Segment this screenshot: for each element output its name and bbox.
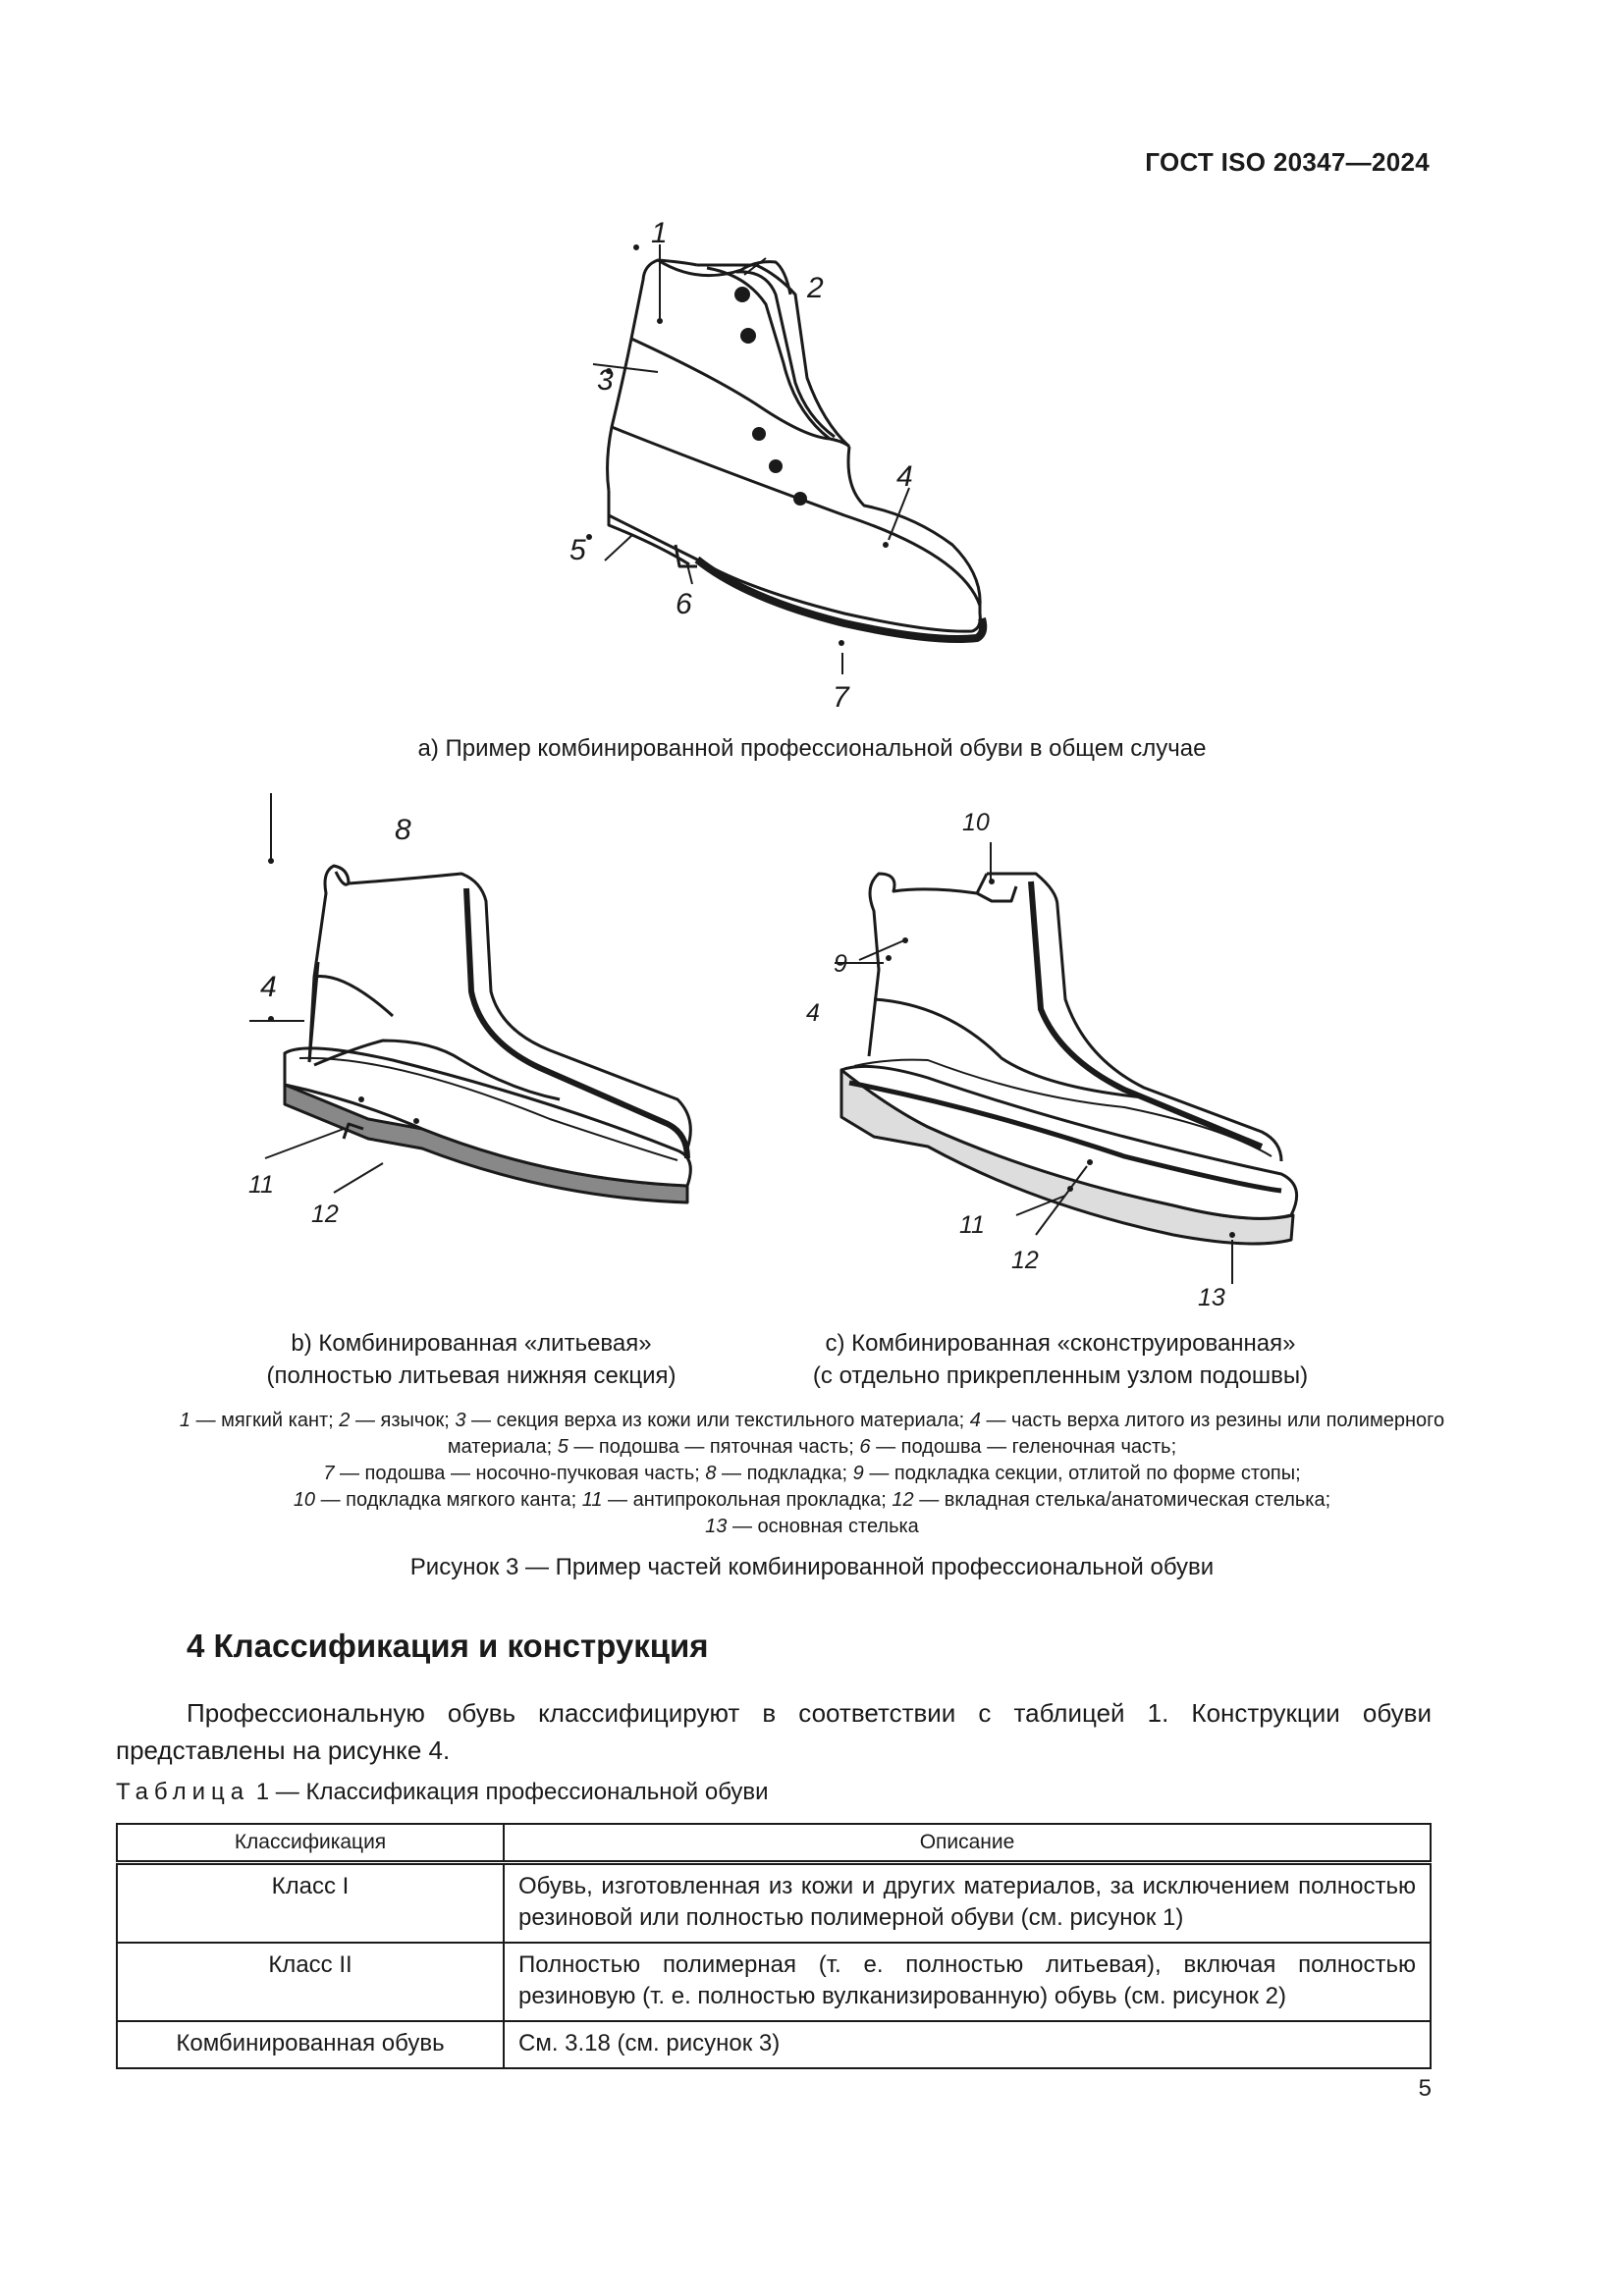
legend-item: 3 — секция верха из кожи или текстильного материала; bbox=[455, 1410, 970, 1431]
section-heading: 4 Классификация и конструкция bbox=[187, 1628, 709, 1664]
body-paragraph: Профессиональную обувь классифицируют в соответствии с таблицей 1. Конструкции обуви представлены на рисунке 4. bbox=[116, 1698, 1432, 1765]
callout-12b: 12 bbox=[311, 1201, 339, 1228]
callout-4: 4 bbox=[896, 460, 913, 493]
callout-1: 1 bbox=[651, 217, 668, 249]
legend-item: 12 — вкладная стелька/анатомическая стелька; bbox=[892, 1489, 1331, 1511]
table-cell-class: Класс II bbox=[117, 1943, 504, 2021]
callout-8: 8 bbox=[395, 814, 411, 846]
legend-item: 6 — подошва — геленочная часть; bbox=[859, 1436, 1177, 1458]
document-header: ГОСТ ISO 20347—2024 bbox=[1145, 147, 1430, 177]
boot-illustration-a bbox=[550, 217, 1001, 721]
caption-c-line1: с) Комбинированная «сконструированная» bbox=[825, 1330, 1296, 1357]
table-label: Таблица bbox=[116, 1779, 250, 1805]
legend-item: 8 — подкладка; bbox=[705, 1463, 853, 1484]
callout-4b: 4 bbox=[260, 971, 277, 1003]
table-row bbox=[117, 2021, 1431, 2068]
legend-item: 1 — мягкий кант; bbox=[179, 1410, 340, 1431]
callout-6: 6 bbox=[676, 588, 692, 620]
callout-7: 7 bbox=[833, 681, 849, 714]
figure-legend bbox=[147, 1408, 1477, 1540]
table-header-row bbox=[117, 1824, 1431, 1863]
callout-13: 13 bbox=[1198, 1284, 1225, 1311]
figure-title: Рисунок 3 — Пример частей комбинированной профессиональной обуви bbox=[409, 1554, 1215, 1580]
caption-b-line2: (полностью литьевая нижняя секция) bbox=[266, 1362, 677, 1389]
legend-item: 10 — подкладка мягкого канта; bbox=[293, 1489, 582, 1511]
figure-caption-a: а) Пример комбинированной профессиональной обуви в общем случае bbox=[417, 735, 1207, 762]
legend-item: 13 — основная стелька bbox=[705, 1516, 919, 1537]
table-cell-class: Класс I bbox=[117, 1863, 504, 1944]
table-cell-description: См. 3.18 (см. рисунок 3) bbox=[504, 2021, 1431, 2068]
callout-12c: 12 bbox=[1011, 1247, 1039, 1274]
callout-11c: 11 bbox=[959, 1211, 985, 1239]
legend-item: 4 — часть верха литого из резины или полимерного материала; bbox=[447, 1410, 1445, 1458]
legend-item: 7 — подошва — носочно-пучковая часть; bbox=[323, 1463, 706, 1484]
callout-9: 9 bbox=[834, 950, 847, 978]
figure-caption-b bbox=[226, 1327, 717, 1392]
figure-caption-c bbox=[785, 1327, 1335, 1392]
table-cell-class: Комбинированная обувь bbox=[117, 2021, 504, 2068]
boot-illustration-b bbox=[248, 805, 707, 1247]
table-caption bbox=[116, 1779, 769, 1806]
boot-illustration-c bbox=[806, 803, 1301, 1313]
legend-item: 5 — подошва — пяточная часть; bbox=[557, 1436, 860, 1458]
table-caption-text: 1 — Классификация профессиональной обуви bbox=[249, 1779, 769, 1805]
callout-2: 2 bbox=[807, 272, 824, 304]
callout-4c: 4 bbox=[806, 999, 820, 1027]
caption-b-line1: b) Комбинированная «литьевая» bbox=[291, 1330, 652, 1357]
table-row bbox=[117, 1863, 1431, 1944]
page-number: 5 bbox=[1418, 2075, 1432, 2102]
legend-item: 2 — язычок; bbox=[339, 1410, 456, 1431]
caption-c-line2: (с отдельно прикрепленным узлом подошвы) bbox=[812, 1362, 1309, 1389]
callout-5: 5 bbox=[569, 534, 586, 566]
callout-11b: 11 bbox=[248, 1171, 274, 1199]
classification-table bbox=[116, 1823, 1432, 2069]
legend-item: 11 — антипрокольная прокладка; bbox=[581, 1489, 893, 1511]
callout-3: 3 bbox=[597, 364, 614, 397]
table-row bbox=[117, 1943, 1431, 2021]
table-cell-description: Обувь, изготовленная из кожи и других материалов, за исключением полностью резиновой или полностью полимерной обуви (см. рисунок 1) bbox=[504, 1863, 1431, 1944]
column-header-description: Описание bbox=[504, 1824, 1431, 1863]
legend-item: 9 — подкладка секции, отлитой по форме стопы; bbox=[852, 1463, 1301, 1484]
column-header-classification: Классификация bbox=[117, 1824, 504, 1863]
callout-10: 10 bbox=[962, 809, 990, 836]
table-cell-description: Полностью полимерная (т. е. полностью литьевая), включая полностью резиновую (т. е. полностью вулканизированную) обувь (см. рисунок 2) bbox=[504, 1943, 1431, 2021]
